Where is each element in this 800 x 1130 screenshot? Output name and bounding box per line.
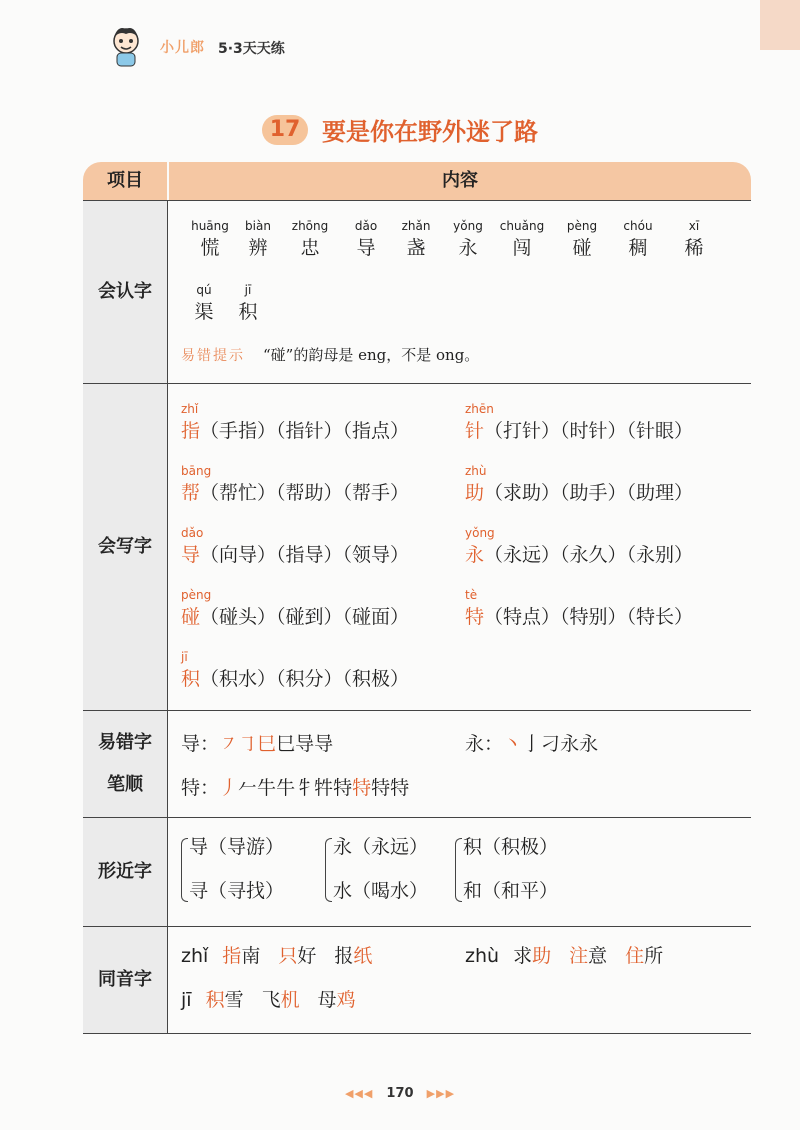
bishun-step: 牛 [257, 777, 277, 799]
hanzi: 慌 [200, 237, 220, 259]
xiezi-words: （打针）（时针）（针眼） [484, 420, 694, 442]
tongyin-word [262, 989, 300, 1011]
bracket-icon [181, 838, 188, 902]
bishun-char: 导： [181, 733, 220, 755]
bishun-step: 导 [314, 733, 334, 755]
renzi-char [341, 219, 391, 260]
xiezi-item [181, 526, 409, 567]
bishun-step: 牪 [314, 777, 334, 799]
bishun-step: 特 [333, 777, 353, 799]
xiezi-content [169, 384, 751, 710]
xiezi-item [465, 464, 693, 505]
xiezi-line [181, 602, 409, 629]
right-arrows-icon: ▶▶▶ [426, 1087, 456, 1100]
row-label [83, 711, 168, 817]
row-xiezi [83, 383, 751, 710]
pinyin: zhēn [465, 402, 494, 416]
hanzi: 稠 [628, 237, 648, 259]
renzi-content [169, 201, 751, 383]
pinyin: tè [465, 588, 478, 602]
xiezi-line [181, 664, 409, 691]
xiezi-char: 针 [465, 420, 485, 442]
xiezi-item [181, 402, 409, 443]
pinyin: yǒng [453, 219, 483, 233]
xiezi-words: （碰头）（碰到）（碰面） [200, 606, 410, 628]
xiezi-char: 碰 [181, 606, 201, 628]
bishun-step: 巳 [276, 733, 296, 755]
row-xingjin [83, 817, 751, 926]
page-number: 170 [386, 1086, 414, 1101]
pinyin: chóu [623, 219, 653, 233]
renzi-char [391, 219, 441, 260]
table-header [83, 162, 751, 200]
tongyin-word [513, 945, 551, 967]
bishun-char: 特： [181, 777, 220, 799]
xiezi-item [465, 588, 693, 629]
pinyin: qú [196, 283, 212, 297]
renzi-char [557, 219, 607, 260]
bishun-content [169, 711, 751, 817]
renzi-char [669, 219, 719, 260]
pinyin: dǎo [354, 219, 378, 233]
renzi-char [223, 283, 273, 324]
pinyin: bāng [181, 464, 212, 478]
row-renzi [83, 200, 751, 383]
bishun-step: 永 [579, 733, 599, 755]
tongyin-word [278, 945, 316, 967]
tongyin-row [181, 985, 374, 1012]
pinyin: jī [244, 283, 252, 297]
xiezi-words: （手指）（指针）（指点） [200, 420, 410, 442]
xiezi-line [465, 540, 693, 567]
bishun-item [465, 729, 598, 756]
tongyin-char: 住 [625, 945, 645, 967]
tongyin-char: 鸡 [336, 989, 356, 1011]
bishun-step: 特 [352, 777, 372, 799]
xingjin-top: 导（导游） [189, 836, 285, 858]
tongyin-char: 母 [317, 989, 337, 1011]
bracket-icon [455, 838, 462, 902]
tip-text: “碰”的韵母是 eng，不是 ong。 [263, 346, 480, 364]
pinyin: chuǎng [499, 219, 545, 233]
bishun-step: 亅 [522, 733, 542, 755]
xiezi-char: 帮 [181, 482, 201, 504]
xiezi-char: 永 [465, 544, 485, 566]
tongyin-word [334, 945, 372, 967]
pinyin: jī [181, 650, 188, 664]
xiezi-char: 助 [465, 482, 485, 504]
row-label: 同音字 [83, 927, 168, 1033]
pinyin: xī [688, 219, 700, 233]
bishun-char: 永： [465, 733, 504, 755]
tongyin-char: 飞 [261, 989, 281, 1011]
tongyin-char: 求 [513, 945, 533, 967]
bishun-step: 刁 [541, 733, 561, 755]
xingjin-top: 积（积极） [463, 836, 559, 858]
bishun-step: 𠂉 [238, 777, 258, 799]
xiezi-item [181, 464, 409, 505]
renzi-char [443, 219, 493, 260]
tongyin-word [318, 989, 356, 1011]
pinyin: huāng [191, 219, 229, 233]
xiezi-char: 特 [465, 606, 485, 628]
renzi-char [233, 219, 283, 260]
row-label-line1: 易错字 [98, 732, 152, 753]
bishun-step: ㇇ [219, 733, 239, 755]
tongyin-char: 机 [280, 989, 300, 1011]
header-item: 项目 [83, 162, 167, 200]
hanzi: 忠 [300, 237, 320, 259]
bishun-step: ㇆ [238, 733, 258, 755]
xiezi-words: （积水）（积分）（积极） [200, 668, 410, 690]
xiezi-words: （永远）（永久）（永别） [484, 544, 694, 566]
hanzi: 辨 [248, 237, 268, 259]
pinyin: pèng [181, 588, 212, 602]
bishun-step: 丶 [503, 733, 523, 755]
tongyin-char: 所 [644, 945, 664, 967]
hanzi: 稀 [684, 237, 704, 259]
tongyin-char: 好 [297, 945, 317, 967]
bishun-step: 牜 [295, 777, 315, 799]
bishun-step: 导 [295, 733, 315, 755]
tongyin-char: 南 [241, 945, 261, 967]
mascot-icon [108, 25, 144, 67]
row-label: 形近字 [83, 818, 168, 926]
tongyin-char: 意 [588, 945, 608, 967]
bishun-item [181, 729, 333, 756]
tongyin-char: 注 [569, 945, 589, 967]
xingjin-content [169, 818, 751, 926]
row-label: 会认字 [83, 201, 168, 383]
xiezi-words: （求助）（助手）（助理） [484, 482, 694, 504]
tongyin-char: 雪 [224, 989, 244, 1011]
pinyin: dǎo [181, 526, 204, 540]
page-footer [0, 1082, 800, 1101]
hanzi: 盏 [406, 237, 426, 259]
row-tongyin [83, 926, 751, 1034]
hanzi: 渠 [194, 301, 214, 323]
renzi-char [497, 219, 547, 260]
lesson-title-bar [0, 112, 800, 147]
tongyin-char: 指 [222, 945, 242, 967]
hanzi: 积 [238, 301, 258, 323]
xiezi-line [465, 602, 693, 629]
pinyin: zhù [465, 464, 487, 478]
pinyin: zhǐ [181, 402, 199, 416]
tongyin-word [206, 989, 244, 1011]
xiezi-line [181, 540, 409, 567]
xiezi-line [181, 478, 409, 505]
row-bishun [83, 710, 751, 817]
bishun-step: 永 [560, 733, 580, 755]
renzi-char [179, 283, 229, 324]
study-table [83, 162, 751, 1034]
pinyin: zhǎn [401, 219, 431, 233]
xiezi-line [465, 416, 693, 443]
hanzi: 碰 [572, 237, 592, 259]
series-name: 5·3天天练 [218, 41, 285, 57]
tongyin-char: 纸 [353, 945, 373, 967]
page-header [100, 25, 400, 65]
xingjin-bottom: 和（和平） [463, 880, 559, 902]
bishun-step: 特 [390, 777, 410, 799]
xiezi-words: （特点）（特别）（特长） [484, 606, 694, 628]
bishun-step: 特 [371, 777, 391, 799]
brand-name: 小儿郎 [160, 40, 205, 56]
hanzi: 闯 [512, 237, 532, 259]
xiezi-char: 指 [181, 420, 201, 442]
xiezi-words: （帮忙）（帮助）（帮手） [200, 482, 410, 504]
xingjin-bottom: 水（喝水） [333, 880, 429, 902]
tongyin-row [181, 941, 390, 968]
bishun-step: 丿 [219, 777, 239, 799]
renzi-char [285, 219, 335, 260]
xiezi-line [181, 416, 409, 443]
tip-label: 易错提示 [181, 348, 245, 364]
row-label-line2: 笔顺 [107, 774, 143, 795]
xiezi-char: 导 [181, 544, 201, 566]
tongyin-char: 助 [532, 945, 552, 967]
row-label: 会写字 [83, 384, 168, 710]
xiezi-item [181, 650, 409, 691]
lesson-number: 17 [262, 115, 308, 145]
tongyin-word [222, 945, 260, 967]
tongyin-word [569, 945, 607, 967]
bishun-step: 巳 [257, 733, 277, 755]
xiezi-item [465, 526, 693, 567]
renzi-char [185, 219, 235, 260]
renzi-char [613, 219, 663, 260]
xiezi-char: 积 [181, 668, 201, 690]
pinyin: biàn [245, 219, 271, 233]
xingjin-top: 永（永远） [333, 836, 429, 858]
xiezi-item [465, 402, 693, 443]
xiezi-line [465, 478, 693, 505]
left-arrows-icon: ◀◀◀ [344, 1087, 374, 1100]
tongyin-pinyin: zhù [465, 945, 500, 967]
bracket-icon [325, 838, 332, 902]
bishun-item [181, 773, 409, 800]
tongyin-char: 报 [334, 945, 354, 967]
tongyin-content [169, 927, 751, 1033]
xiezi-item [181, 588, 409, 629]
header-content: 内容 [169, 162, 751, 200]
pinyin: pèng [566, 219, 598, 233]
hanzi: 导 [356, 237, 376, 259]
tip-line [181, 344, 479, 365]
tongyin-char: 只 [278, 945, 298, 967]
hanzi: 永 [458, 237, 478, 259]
tongyin-row [465, 941, 681, 968]
pinyin: yǒng [465, 526, 495, 540]
tongyin-pinyin: zhǐ [181, 945, 209, 967]
page-corner-decoration [760, 0, 800, 50]
bishun-step: 牛 [276, 777, 296, 799]
lesson-title: 要是你在野外迷了路 [322, 118, 538, 146]
xiezi-words: （向导）（指导）（领导） [200, 544, 410, 566]
xingjin-bottom: 寻（寻找） [189, 880, 285, 902]
pinyin: zhōng [291, 219, 329, 233]
tongyin-word [625, 945, 663, 967]
tongyin-char: 积 [205, 989, 225, 1011]
tongyin-pinyin: jī [181, 989, 192, 1011]
